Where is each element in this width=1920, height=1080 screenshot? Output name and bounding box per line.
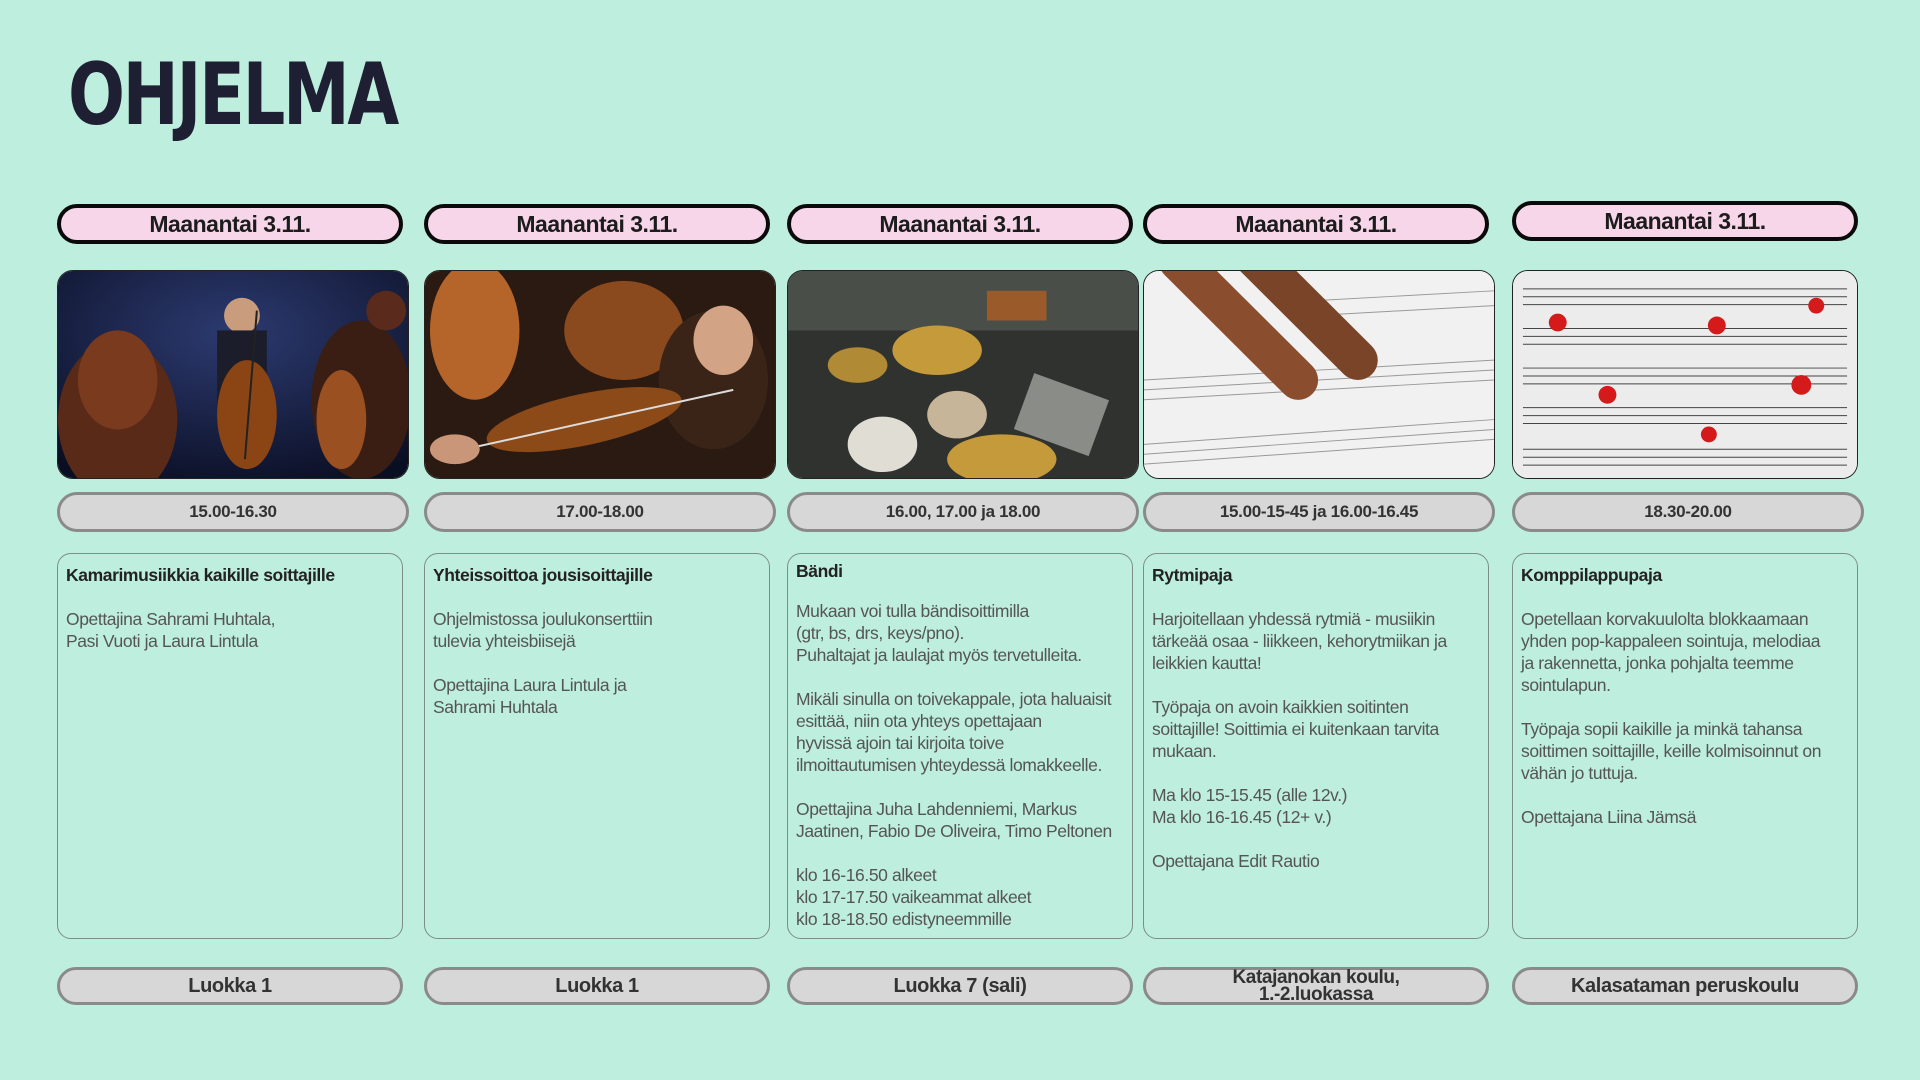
description-box [1512, 553, 1858, 939]
workshop-title: Bändi [796, 561, 843, 581]
date-label: Maanantai 3.11. [1143, 204, 1489, 244]
time-label: 15.00-16.30 [57, 492, 409, 532]
date-label: Maanantai 3.11. [787, 204, 1133, 244]
description-box [1143, 553, 1489, 939]
description-box [787, 553, 1133, 939]
page-title: OHJELMA [68, 45, 397, 145]
workshop-description: Opettajina Sahrami Huhtala, Pasi Vuoti ja Laura Lintula [66, 609, 276, 651]
workshop-title: Komppilappupaja [1521, 565, 1662, 585]
drumsticks-sheet-music-photo [1143, 270, 1495, 479]
description-box [424, 553, 770, 939]
location-label: Luokka 1 [57, 967, 403, 1005]
location-label: Luokka 7 (sali) [787, 967, 1133, 1005]
date-label: Maanantai 3.11. [1512, 201, 1858, 241]
time-label: 16.00, 17.00 ja 18.00 [787, 492, 1139, 532]
time-label: 18.30-20.00 [1512, 492, 1864, 532]
cello-ensemble-photo [57, 270, 409, 479]
date-label: Maanantai 3.11. [424, 204, 770, 244]
workshop-title: Rytmipaja [1152, 565, 1233, 585]
violin-player-photo [424, 270, 776, 479]
time-label: 17.00-18.00 [424, 492, 776, 532]
location-label: Luokka 1 [424, 967, 770, 1005]
location-label: Kalasataman peruskoulu [1512, 967, 1858, 1005]
workshop-description: Ohjelmistossa joulukonserttiin tulevia yhteisbiisejä Opettajina Laura Lintula ja Sahrami Huhtala [433, 609, 653, 717]
workshop-title: Kamarimusiikkia kaikille soittajille [66, 565, 335, 585]
workshop-title: Yhteissoittoa jousisoittajille [433, 565, 653, 585]
description-box [57, 553, 403, 939]
workshop-description: Harjoitellaan yhdessä rytmiä - musiikin tärkeää osaa - liikkeen, kehorytmiikan ja leikkien kautta! Työpaja on avoin kaikkien soitinten soittajille! Soittimia ei kuitenkaan tarvita mukaan. Ma klo 15-15.45 (alle 12v.) Ma klo 16-16.45 (12+ v.) Opettajana Edit Rautio [1152, 609, 1447, 871]
sheet-music-hearts-photo [1512, 270, 1858, 479]
workshop-description: Mukaan voi tulla bändisoittimilla (gtr, bs, drs, keys/pno). Puhaltajat ja laulajat myös tervetulleita. Mikäli sinulla on toivekappale, jota haluaisit esittää, niin ota yhteys opettajaan hyvissä ajoin tai kirjoita toive ilmoittautumisen yhteydessä lomakkeelle. Opettajina Juha Lahdenniemi, Markus Jaatinen, Fabio De Oliveira, Timo Peltonen klo 16-16.50 alkeet klo 17-17.50 vaikeammat alkeet klo 18-18.50 edistyneemmille [796, 601, 1112, 929]
time-label: 15.00-15-45 ja 16.00-16.45 [1143, 492, 1495, 532]
drum-kit-photo [787, 270, 1139, 479]
workshop-description: Opetellaan korvakuulolta blokkaamaan yhden pop-kappaleen sointuja, melodiaa ja rakennetta, jonka pohjalta teemme sointulapun. Työpaja sopii kaikille ja minkä tahansa soittimen soittajille, keille kolmisoinnut on vähän jo tuttuja. Opettajana Liina Jämsä [1521, 609, 1822, 827]
date-label: Maanantai 3.11. [57, 204, 403, 244]
location-label: Katajanokan koulu, 1.-2.luokassa [1143, 967, 1489, 1005]
